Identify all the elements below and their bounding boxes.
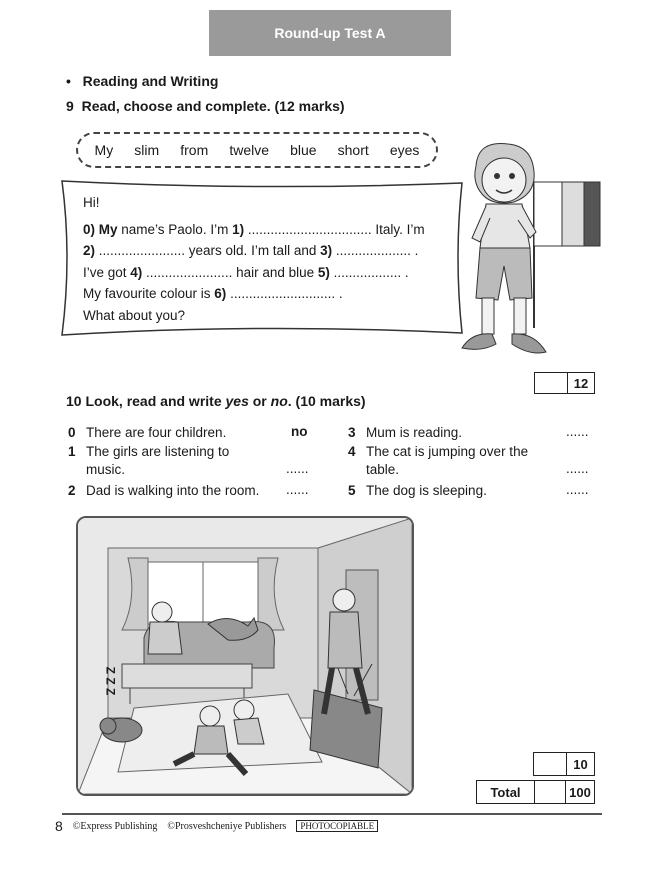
section-title: Reading and Writing (82, 73, 219, 89)
score-blank[interactable] (534, 753, 567, 775)
letter-greeting: Hi! (83, 195, 100, 210)
list-item: 5 The dog is sleeping. (348, 483, 487, 498)
letter-line: I’ve got 4) ....................... hair and blue 5) .................. . (83, 264, 409, 280)
total-score-box (476, 780, 595, 804)
footer-divider (62, 813, 602, 815)
list-item: 1 The girls are listening to music. (68, 444, 230, 477)
answer-blank[interactable]: ...... (566, 482, 589, 497)
answer-blank[interactable]: ...... (286, 461, 309, 476)
total-value: 100 (569, 784, 591, 800)
test-title: Round-up Test A (209, 10, 451, 56)
total-label: Total (477, 781, 535, 803)
total-blank[interactable] (535, 781, 566, 803)
q10-marks: 10 (573, 756, 588, 772)
q9-score-box (534, 372, 595, 394)
q10-score-box (533, 752, 595, 776)
list-item: 4 The cat is jumping over the table. (348, 444, 529, 477)
page-number: 8 (55, 818, 63, 834)
q9-number: 9 (66, 98, 74, 114)
publisher-2: ©Prosveshcheniye Publishers (167, 820, 287, 832)
list-item: 0 There are four children. (68, 425, 227, 440)
letter-line: 2) ....................... years old. I’m tall and 3) .................... . (83, 243, 419, 258)
section-heading (66, 73, 218, 89)
answer-example: no (291, 424, 308, 439)
answer-blank[interactable]: ...... (566, 461, 589, 476)
q9-heading (66, 98, 345, 114)
answer-blank[interactable]: ...... (566, 424, 589, 439)
living-room-picture (76, 516, 414, 796)
word: from (180, 142, 209, 158)
room-illustration (78, 518, 412, 794)
answer-blank[interactable]: ...... (286, 482, 309, 497)
q10-number: 10 (66, 393, 82, 409)
bullet: • (66, 73, 71, 89)
q10-heading: 10 Look, read and write yes or no. (10 marks) (66, 393, 366, 409)
word: slim (134, 142, 160, 158)
word: short (337, 142, 369, 158)
q9-marks: 12 (573, 375, 589, 391)
list-item: 2 Dad is walking into the room. (68, 483, 260, 498)
score-blank[interactable] (535, 373, 568, 393)
footer (55, 818, 378, 834)
word: eyes (389, 142, 420, 158)
sleep-zzz: Z Z Z (103, 666, 118, 696)
letter-line: My favourite colour is 6) ............................ . (83, 286, 343, 301)
boy-with-flag-illustration (452, 138, 602, 366)
word: twelve (229, 142, 270, 158)
letter-line: What about you? (83, 307, 186, 323)
word: My (94, 142, 114, 158)
letter-line: 0) My name’s Paolo. I’m 1) ................................. Italy. I’m (83, 221, 425, 237)
word-bank (76, 132, 438, 168)
letter-text (83, 192, 463, 326)
q9-instruction: Read, choose and complete. (12 marks) (81, 98, 345, 114)
photocopiable-stamp: PHOTOCOPIABLE (296, 820, 378, 832)
word: blue (290, 142, 317, 158)
publisher-1: ©Express Publishing (72, 820, 158, 832)
list-item: 3 Mum is reading. (348, 425, 463, 440)
